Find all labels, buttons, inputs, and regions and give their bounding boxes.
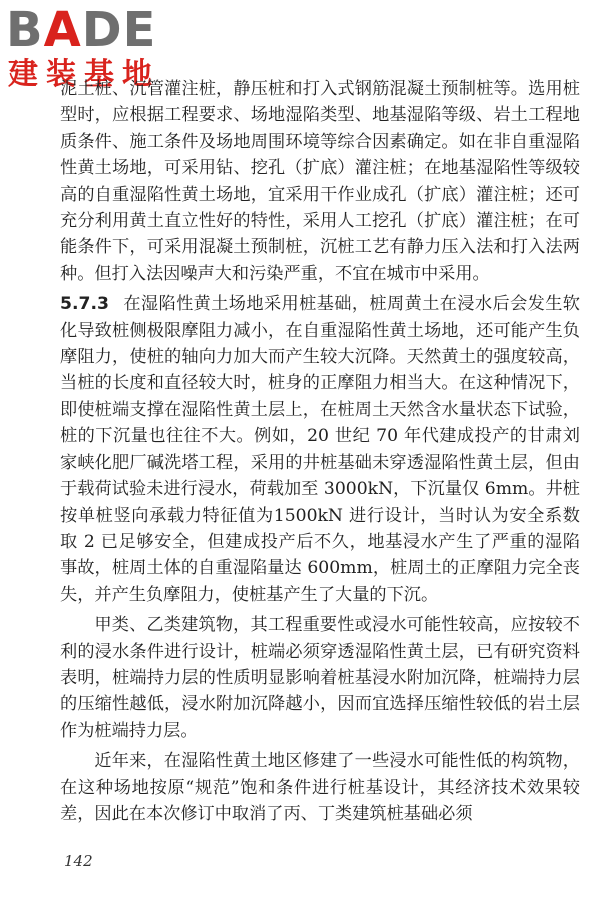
page-body bbox=[60, 76, 580, 827]
section-number: 5.7.3 bbox=[60, 294, 109, 315]
paragraph-text: 近年来，在湿陷性黄土地区修建了一些浸水可能性低的构筑物，在这种场地按原“规范”饱和条件进行桩基设计，其经济技术效果较差，因此在本次修订中取消了丙、丁类建筑桩基础必须 bbox=[60, 751, 580, 824]
paragraph-text: 在湿陷性黄土场地采用桩基础，桩周黄土在浸水后会发生软化导致桩侧极限摩阻力减小，在自重湿陷性黄土场地，还可能产生负摩阻力，使桩的轴向力加大而产生较大沉降。天然黄土的强度较高，当桩的长度和直径较大时，桩身的正摩阻力相当大。在这种情况下，即使桩端支撑在湿陷性黄土层上，在桩周土天然含水量状态下试验，桩的下沉量也往往不大。例如，20 世纪 70 年代建成投产的甘肃刘家峡化肥厂碱洗塔工程，采用的井桩基础未穿透湿陷性黄土层，但由于载荷试验未进行浸水，荷载加至 3000kN，下沉量仅 6mm。井桩按单桩竖向承载力特征值为1500kN 进行设计，当时认为安全系数取 2 已足够安全，但建成投产后不久，地基浸水产生了严重的湿陷事故，桩周土体的自重湿陷量达 600mm，桩周土的正摩阻力完全丧失，并产生负摩阻力，使桩基产生了大量的下沉。 bbox=[60, 294, 580, 605]
paragraph-recent-years bbox=[60, 748, 580, 827]
logo-wordmark: BADE bbox=[6, 2, 157, 58]
paragraph-text: 泥土桩、沉管灌注桩，静压桩和打入式钢筋混凝土预制桩等。选用桩型时，应根据工程要求、场地湿陷类型、地基湿陷等级、岩土工程地质条件、施工条件及场地周围环境等综合因素确定。如在非自重湿陷性黄土场地，可采用钻、挖孔（扩底）灌注桩；在地基湿陷性等级较高的自重湿陷性黄土场地，宜采用干作业成孔（扩底）灌注桩；还可充分利用黄土直立性好的特性，采用人工挖孔（扩底）灌注桩；在可能条件下，可采用混凝土预制桩，沉桩工艺有静力压入法和打入法两种。但打入法因噪声大和污染严重，不宜在城市中采用。 bbox=[60, 79, 580, 284]
paragraph-class-a-b bbox=[60, 612, 580, 744]
page-number: 142 bbox=[64, 852, 93, 870]
paragraph-text: 甲类、乙类建筑物，其工程重要性或浸水可能性较高，应按较不利的浸水条件进行设计，桩端必须穿透湿陷性黄土层，已有研究资料表明，桩端持力层的性质明显影响着桩基浸水附加沉降，桩端持力层的压缩性越低，浸水附加沉降越小，因而宜选择压缩性较低的岩土层作为桩端持力层。 bbox=[60, 615, 580, 741]
paragraph-continuation bbox=[60, 76, 580, 287]
paragraph-section-5-7-3 bbox=[60, 291, 580, 608]
logo-chinese-text: 建装基地 bbox=[8, 57, 160, 92]
